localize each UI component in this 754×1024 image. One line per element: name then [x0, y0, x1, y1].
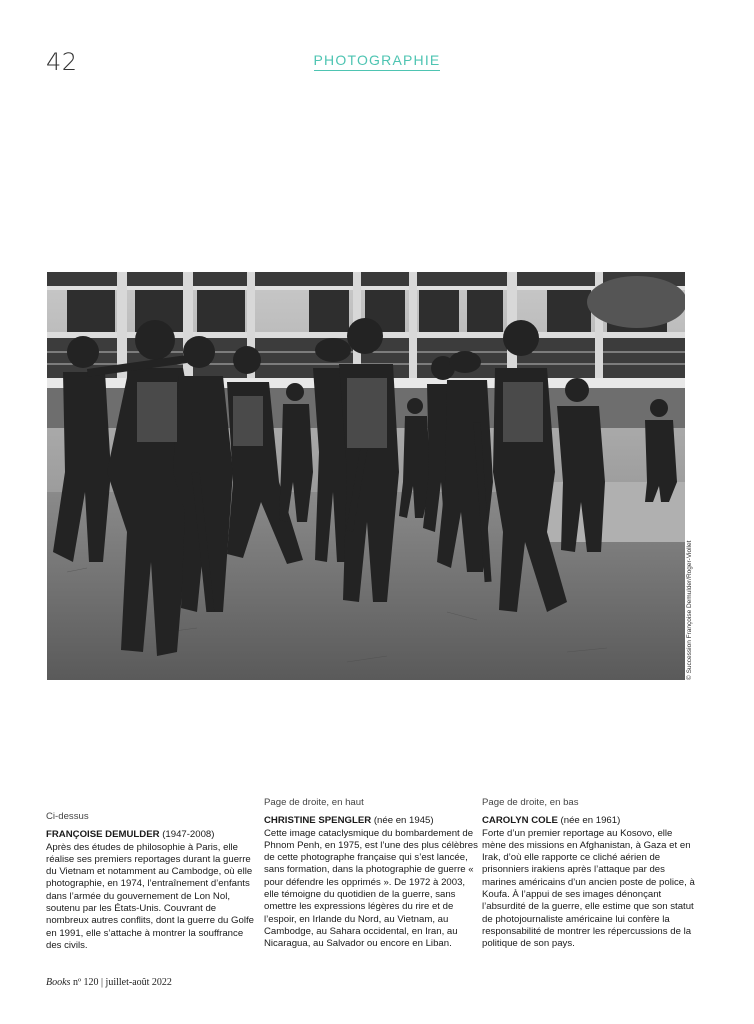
- issue-info: nº 120 | juillet-août 2022: [70, 977, 172, 988]
- caption-photographer-name: FRANÇOISE DEMULDER: [46, 829, 160, 841]
- photo-credit: © Succession Françoise Demulder/Roger-Viollet: [686, 540, 693, 680]
- caption-kicker: Page de droite, en haut: [264, 797, 364, 808]
- caption-kicker: Ci-dessus: [46, 811, 89, 822]
- caption-text: Après des études de philosophie à Paris, elle réalise ses premiers reportages durant la guerre du Vietnam et notamment au Cambodge, où elle photographie, en 1974, l’entraînement d’enfants dans l’armée du gouvernement de Lon Nol, soutenu par les États-Unis. Couvrant de nombreux autres conflits, dont la guerre du Golfe en 1991, elle s’attache à montrer la souffrance des civils.: [46, 841, 254, 951]
- photograph-child-soldiers: [47, 272, 685, 680]
- caption-photographer-name: CAROLYN COLE: [482, 815, 558, 827]
- caption-spengler: [264, 797, 479, 951]
- caption-dates: (née en 1945): [371, 815, 434, 827]
- footer: [46, 977, 172, 988]
- caption-text: Cette image cataclysmique du bombardement de Phnom Penh, en 1975, est l’une des plus célèbres de cette photographe française qui s’est lancée, sans formation, dans la photographie de guerre « pour défendre les opprimés ». De 1972 à 2003, elle témoigne du quotidien de la guerre, sans omettre les expressions légères du rire et de l’espoir, en Irlande du Nord, au Vietnam, au Cambodge, au Sahara occidental, en Iran, au Nicaragua, au Salvador ou encore en Liban.: [264, 827, 478, 950]
- caption-text: Forte d’un premier reportage au Kosovo, elle mène des missions en Afghanistan, à Gaza et en Irak, d’où elle rapporte ce cliché aérien de prisonniers irakiens après l’attaque par des marines américains d’un ancien poste de police, à Koufa. À l’appui de ses images dénonçant l’absurdité de la guerre, elle estime que son statut de photojournaliste américaine lui confère la responsabilité de montrer les répercussions de la politique de son pays.: [482, 827, 695, 950]
- caption-demulder: [46, 811, 261, 952]
- magazine-name: Books: [46, 977, 71, 988]
- section-title: PHOTOGRAPHIE: [314, 52, 441, 71]
- caption-kicker: Page de droite, en bas: [482, 797, 579, 808]
- caption-dates: (née en 1961): [557, 815, 621, 827]
- photo-illustration: [47, 272, 685, 680]
- caption-cole: [482, 797, 697, 951]
- caption-dates: (1947-2008): [159, 829, 215, 841]
- page-number: 42: [46, 48, 78, 76]
- section-header: [0, 52, 754, 71]
- caption-photographer-name: CHRISTINE SPENGLER: [264, 815, 372, 827]
